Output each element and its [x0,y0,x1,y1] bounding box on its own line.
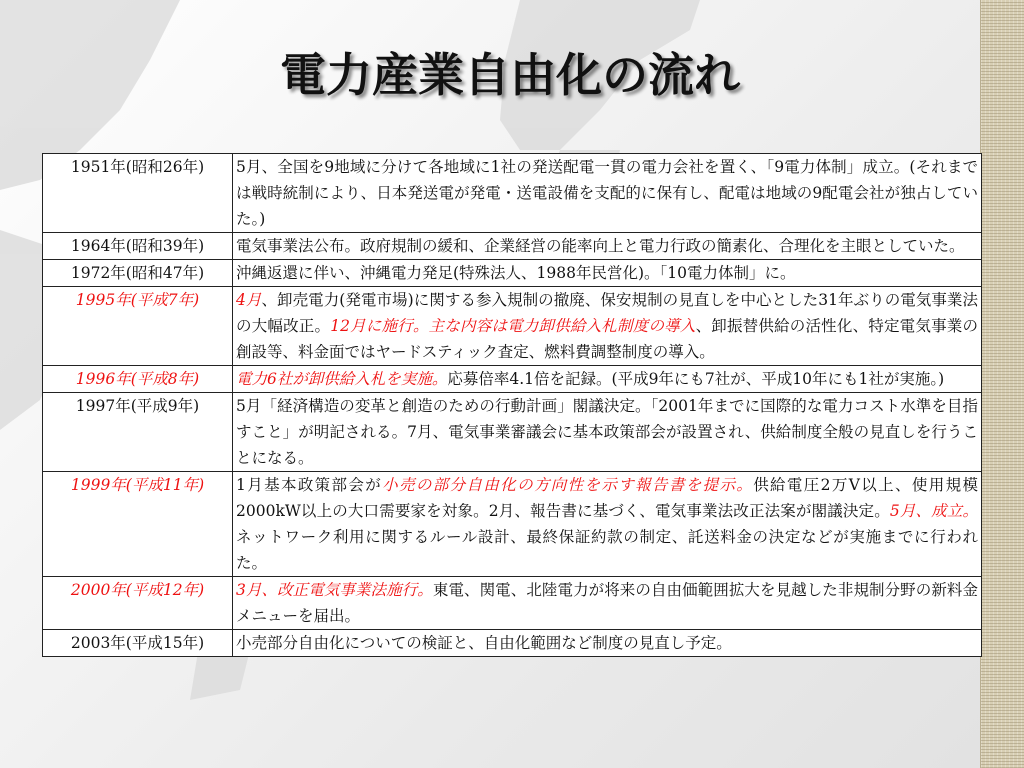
timeline-year: 2003年(平成15年) [43,630,233,657]
highlighted-text: 電力6社が卸供給入札を実施。 [236,370,448,388]
slide-title: 電力産業自由化の流れ [280,48,740,102]
timeline-year: 1964年(昭和39年) [43,233,233,260]
description-text: 1月基本政策部会が [236,476,383,494]
description-text: 5月「経済構造の変革と創造のための行動計画」閣議決定。「2001年までに国際的な電力コスト水準を目指すこと」が明記される。7月、電気事業審議会に基本政策部会が設置され、供給制度全般の見直しを行うことになる。 [236,397,978,467]
description-text: 、卸売電力(発電市場)に関する参入規制の撤廃、保安規制の見直しを中心とした31年ぶりの電気事業法の大幅改正。 [236,291,978,335]
timeline-row [43,366,982,393]
timeline-row [43,577,982,630]
timeline-row [43,260,982,287]
highlighted-text: 小売の部分自由化の方向性を示す報告書を提示。 [382,476,754,494]
highlighted-text: 5月、成立。 [889,502,978,520]
description-text: 小売部分自由化についての検証と、自由化範囲など制度の見直し予定。 [236,634,732,652]
description-text: 供給電圧2万V以上、使用規模2000kW以上の大口需要家を対象。2月、報告書に基づく、電気事業法改正法案が閣議決定。 [236,476,978,520]
timeline-description [233,630,982,657]
description-text: 5月、全国を9地域に分けて各地域に1社の発送配電一貫の電力会社を置く、「9電力体制」成立。(それまでは戦時統制により、日本発送電が発電・送電設備を支配的に保有し、配電は地域の9配電会社が独占していた。) [236,158,978,228]
timeline-description [233,577,982,630]
timeline-year: 1995年(平成7年) [43,287,233,366]
timeline-row [43,630,982,657]
timeline-description [233,154,982,233]
highlighted-text: 4月 [236,291,262,309]
description-text: 電気事業法公布。政府規制の緩和、企業経営の能率向上と電力行政の簡素化、合理化を主眼としていた。 [236,237,965,255]
description-text: 応募倍率4.1倍を記録。(平成9年にも7社が、平成10年にも1社が実施。) [447,370,945,388]
timeline-description [233,233,982,260]
timeline-description [233,472,982,577]
description-text: 沖縄返還に伴い、沖縄電力発足(特殊法人、1988年民営化)。「10電力体制」に。 [236,264,796,282]
timeline-description [233,393,982,472]
timeline-description [233,366,982,393]
side-texture-strip [980,0,1024,768]
timeline-table [42,153,982,657]
timeline-year: 1999年(平成11年) [43,472,233,577]
timeline-year: 1997年(平成9年) [43,393,233,472]
timeline-row [43,287,982,366]
highlighted-text: 3月、改正電気事業法施行。 [236,581,433,599]
timeline-row [43,393,982,472]
description-text: 東電、関電、北陸電力が将来の自由価範囲拡大を見越した非規制分野の新料金メニューを届出。 [236,581,978,625]
description-text: 、卸振替供給の活性化、特定電気事業の創設等、料金面ではヤードスティック査定、燃料費調整制度の導入。 [236,317,978,361]
timeline-row [43,154,982,233]
timeline-description [233,287,982,366]
timeline-row [43,472,982,577]
timeline-year: 1972年(昭和47年) [43,260,233,287]
timeline-description [233,260,982,287]
timeline-row [43,233,982,260]
timeline-year: 2000年(平成12年) [43,577,233,630]
highlighted-text: 12月に施行。主な内容は電力卸供給入札制度の導入 [330,317,696,335]
description-text: ネットワーク利用に関するルール設計、最終保証約款の制定、託送料金の決定などが実施までに行われた。 [236,528,978,572]
timeline-year: 1996年(平成8年) [43,366,233,393]
timeline-year: 1951年(昭和26年) [43,154,233,233]
